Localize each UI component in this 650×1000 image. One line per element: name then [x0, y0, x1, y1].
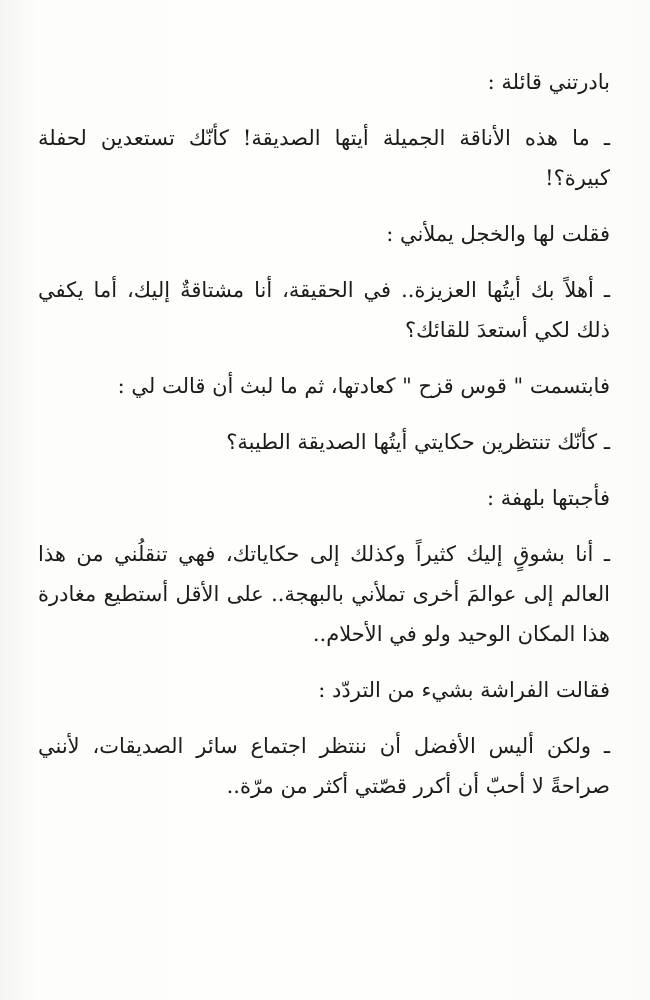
paragraph-7: فأجبتها بلهفة :: [487, 486, 610, 510]
paragraph-10: ـ ولكن أليس الأفضل أن ننتظر اجتماع سائر الصديقات، لأنني صراحةً لا أحبّ أن أكرر قصّتي أكثر من مرّة..: [38, 734, 610, 798]
paragraph-6: ـ كأنّك تنتظرين حكايتي أيتُها الصديقة الطيبة؟: [226, 430, 610, 454]
paragraph-1: بادرتني قائلة :: [487, 70, 610, 94]
paragraph-8: ـ أنا بشوقٍ إليك كثيراً وكذلك إلى حكاياتك، فهي تنقلُني من هذا العالم إلى عوالمَ أخرى تملأني بالبهجة.. على الأقل أستطيع مغادرة هذا المكان الوحيد ولو في الأحلام..: [38, 542, 610, 646]
story-text: [38, 62, 610, 822]
paragraph-2: ـ ما هذه الأناقة الجميلة أيتها الصديقة! كأنّك تستعدين لحفلة كبيرة؟!: [38, 126, 610, 190]
paragraph-3: فقلت لها والخجل يملأني :: [386, 222, 610, 246]
paragraph-9: فقالت الفراشة بشيء من التردّد :: [318, 678, 610, 702]
paragraph-4: ـ أهلاً بك أيتُها العزيزة.. في الحقيقة، أنا مشتاقةٌ إليك، أما يكفي ذلك لكي أستعدَ للقائك؟: [38, 278, 610, 342]
paragraph-5: فابتسمت " قوس قزح " كعادتها، ثم ما لبث أن قالت لي :: [117, 374, 610, 398]
